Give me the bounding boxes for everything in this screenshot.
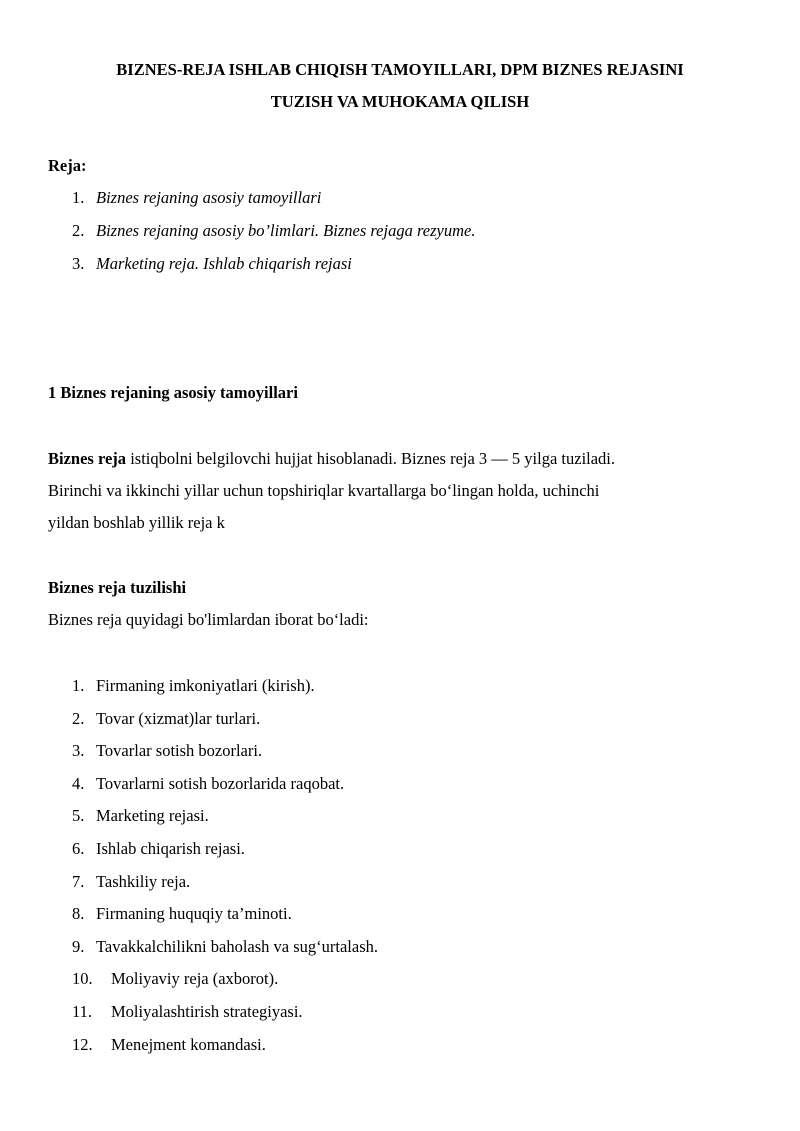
structure-item-text: Moliyaviy reja (axborot). <box>111 969 279 989</box>
structure-item-number: 8. <box>72 904 85 924</box>
structure-item-number: 7. <box>72 871 85 891</box>
section1-heading: 1 Biznes rejaning asosiy tamoyillari <box>48 383 298 402</box>
structure-item-number: 4. <box>72 773 85 793</box>
paragraph1-bold-term: Biznes reja <box>48 449 127 468</box>
structure-item-number: 1. <box>72 676 85 695</box>
plan-item-number: 2. <box>72 221 85 240</box>
plan-item-text: Biznes rejaning asosiy tamoyillari <box>96 188 322 207</box>
structure-heading: Biznes reja tuzilishi <box>48 578 187 597</box>
plan-item-number: 1. <box>72 188 85 207</box>
paragraph1-line2: Birinchi va ikkinchi yillar uchun topshiriqlar kvartallarga bo‘lingan holda, uchinchi <box>48 481 600 500</box>
structure-item-text: Ishlab chiqarish rejasi. <box>96 838 245 858</box>
structure-intro: Biznes reja quyidagi bo'limlardan iborat bo‘ladi: <box>48 610 369 629</box>
structure-item-number: 11. <box>72 1001 93 1021</box>
document-title-line2: TUZISH VA MUHOKAMA QILISH <box>270 92 530 111</box>
structure-item-number: 12. <box>72 1034 93 1054</box>
structure-item-number: 10. <box>72 969 93 989</box>
structure-item-text: Marketing rejasi. <box>96 806 209 826</box>
structure-item-number: 9. <box>72 936 85 956</box>
structure-item-text: Firmaning huquqiy ta’minoti. <box>96 904 292 924</box>
structure-item-number: 3. <box>72 741 85 761</box>
plan-item-text: Biznes rejaning asosiy bo’limlari. Biznes rejaga rezyume. <box>96 221 476 240</box>
structure-item-text: Tavakkalchilikni baholash va sug‘urtalash. <box>96 936 379 956</box>
paragraph1-line1 <box>48 449 615 469</box>
structure-item-number: 2. <box>72 708 85 728</box>
structure-item-text: Moliyalashtirish strategiyasi. <box>111 1001 303 1021</box>
plan-item-number: 3. <box>72 254 85 273</box>
structure-item-text: Firmaning imkoniyatlari (kirish). <box>96 676 315 695</box>
structure-item-text: Tovar (xizmat)lar turlari. <box>96 708 261 728</box>
paragraph1-line3: yildan boshlab yillik reja k <box>48 513 225 532</box>
structure-item-number: 6. <box>72 838 85 858</box>
plan-heading: Reja: <box>48 156 87 175</box>
plan-item-text: Marketing reja. Ishlab chiqarish rejasi <box>96 254 352 273</box>
structure-item-number: 5. <box>72 806 85 826</box>
structure-item-text: Tashkiliy reja. <box>96 871 191 891</box>
structure-item-text: Tovarlarni sotish bozorlarida raqobat. <box>96 773 345 793</box>
paragraph1-line1-text: istiqbolni belgilovchi hujjat hisoblanadi. Biznes reja 3 — 5 yilga tuziladi. <box>126 449 616 468</box>
structure-item-text: Menejment komandasi. <box>111 1034 266 1054</box>
document-title-line1: BIZNES-REJA ISHLAB CHIQISH TAMOYILLARI, DPM BIZNES REJASINI <box>116 60 684 79</box>
structure-item-text: Tovarlar sotish bozorlari. <box>96 741 263 761</box>
